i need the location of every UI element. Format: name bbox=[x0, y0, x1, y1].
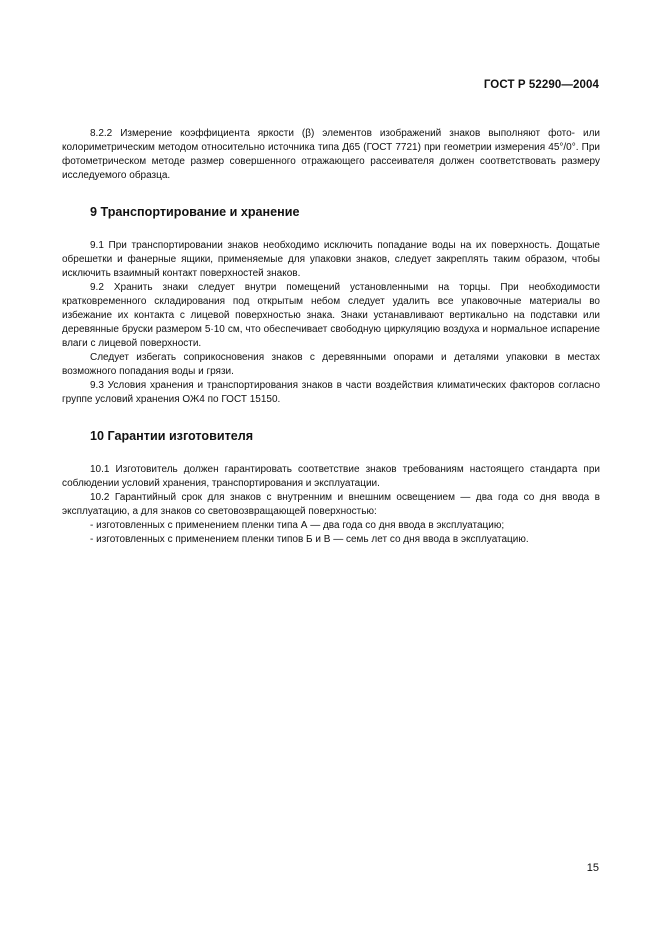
warranty-list bbox=[62, 519, 600, 547]
paragraph-9-1: 9.1 При транспортировании знаков необходимо исключить попадание воды на их поверхность. Дощатые обрешетки и фанерные ящики, применяемые для упаковки знаков, следует закреплять таким образом, чтобы исключить взаимный контакт поверхностей знаков. bbox=[62, 240, 600, 279]
document-body bbox=[62, 127, 600, 547]
page-number: 15 bbox=[586, 862, 599, 874]
paragraph-9-2: 9.2 Хранить знаки следует внутри помещений установленными на торцы. При необходимости кратковременного складирования под открытым небом следует удалить все упаковочные материалы во избежание их контакта с лицевой поверхностью знака. Знаки устанавливают вертикально на подставки или деревянные бруски размером 5·10 см, что обеспечивает свободную циркуляцию воздуха и нормальное испарение влаги с лицевой поверхности. bbox=[62, 282, 600, 349]
paragraph-9-3: 9.3 Условия хранения и транспортирования знаков в части воздействия климатических факторов согласно группе условий хранения ОЖ4 по ГОСТ 15150. bbox=[62, 380, 600, 405]
paragraph-9-2-continued: Следует избегать соприкосновения знаков с деревянными опорами и деталями упаковки в местах возможного попадания воды и грязи. bbox=[62, 352, 600, 377]
list-item: - изготовленных с применением пленки типа А — два года со дня ввода в эксплуатацию; bbox=[90, 520, 505, 531]
paragraph-10-2: 10.2 Гарантийный срок для знаков с внутренним и внешним освещением — два года со дня ввода в эксплуатацию, а для знаков со световозвращающей поверхностью: bbox=[62, 492, 600, 517]
section-9-title: 9 Транспортирование и хранение bbox=[90, 205, 300, 219]
document-code-header: ГОСТ Р 52290—2004 bbox=[483, 79, 599, 91]
section-10-title: 10 Гарантии изготовителя bbox=[90, 429, 254, 443]
paragraph-8-2-2: 8.2.2 Измерение коэффициента яркости (β) элементов изображений знаков выполняют фото- или колориметрическим методом относительно источника типа Д65 (ГОСТ 7721) при геометрии измерения 45°/0°. При фотометрическом методе размер совершенного отражающего рассеивателя должен соответствовать размеру исследуемого образца. bbox=[62, 128, 600, 181]
list-item: - изготовленных с применением пленки типов Б и В — семь лет со дня ввода в эксплуатацию. bbox=[90, 534, 529, 545]
paragraph-10-1: 10.1 Изготовитель должен гарантировать соответствие знаков требованиям настоящего стандарта при соблюдении условий хранения, транспортирования и эксплуатации. bbox=[62, 464, 600, 489]
